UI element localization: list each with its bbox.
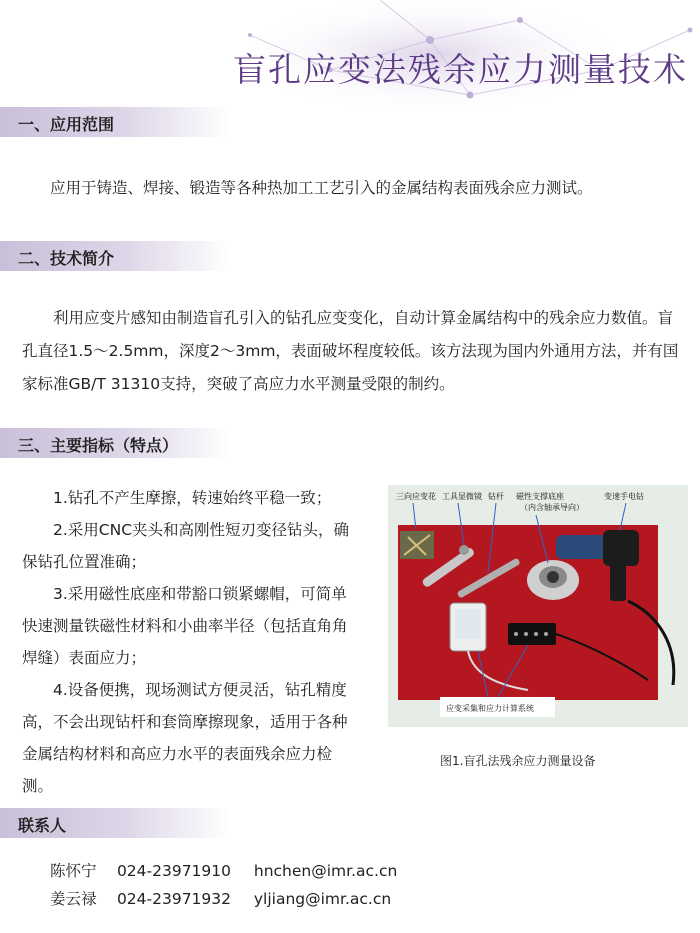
section-title: 三、主要指标（特点） <box>18 436 179 455</box>
equipment-photo <box>388 485 688 727</box>
page-title: 盲孔应变法残余应力测量技术 <box>233 50 688 90</box>
contact-phone: 024-23971910 <box>116 862 232 880</box>
section-title: 联系人 <box>18 816 67 835</box>
figure-caption: 图1.盲孔法残余应力测量设备 <box>440 754 596 768</box>
section-header-main-features <box>0 428 230 458</box>
section-title: 二、技术简介 <box>18 249 115 268</box>
application-scope-text: 应用于铸造、焊接、锻造等各种热加工工艺引入的金属结构表面残余应力测试。 <box>50 179 593 197</box>
contact-phone: 024-23971932 <box>116 890 232 908</box>
contact-email[interactable]: hnchen@imr.ac.cn <box>253 862 398 880</box>
label-system: 应变采集和应力计算系统 <box>446 704 534 713</box>
feature-item-2: 2.采用CNC夹头和高刚性短刃变径钻头，确保钻孔位置准确； <box>22 521 350 571</box>
label-microscope: 工具显微镜 <box>442 492 482 501</box>
label-rosette: 三向应变花 <box>396 492 436 501</box>
contact-name: 陈怀宁 <box>50 862 97 880</box>
contact-name: 姜云禄 <box>50 890 97 908</box>
section-header-contacts <box>0 808 230 838</box>
feature-item-1: 1.钻孔不产生摩擦，转速始终平稳一致； <box>53 489 332 507</box>
equipment-figure <box>388 485 688 727</box>
technology-intro-text: 利用应变片感知由制造盲孔引入的钻孔应变变化，自动计算金属结构中的残余应力数值。盲孔直径1.5～2.5mm，深度2～3mm，表面破坏程度较低。该方法现为国内外通用方法，并有国家标准GB/T 31310支持，突破了高应力水平测量受限的制约。 <box>22 309 679 393</box>
section-header-application-scope <box>0 107 230 137</box>
label-magnetic-base: 磁性支撑底座 <box>516 492 564 501</box>
label-magnetic-base-note: （内含轴承导向） <box>520 503 584 512</box>
label-drill-rod: 钻杆 <box>488 492 504 501</box>
label-drill: 变速手电钻 <box>604 492 644 501</box>
feature-item-3: 3.采用磁性底座和带豁口锁紧螺帽，可简单快速测量铁磁性材料和小曲率半径（包括直角角焊缝）表面应力； <box>22 585 348 667</box>
contact-row <box>50 859 397 881</box>
feature-item-4: 4.设备便携，现场测试方便灵活，钻孔精度高，不会出现钻杆和套筒摩擦现象，适用于各种金属结构材料和高应力水平的表面残余应力检测。 <box>22 681 348 795</box>
section-header-technology-intro <box>0 241 230 271</box>
contact-email[interactable]: yljiang@imr.ac.cn <box>253 890 392 908</box>
contact-row <box>50 887 391 909</box>
feature-list <box>22 482 362 802</box>
section-title: 一、应用范围 <box>18 115 115 134</box>
